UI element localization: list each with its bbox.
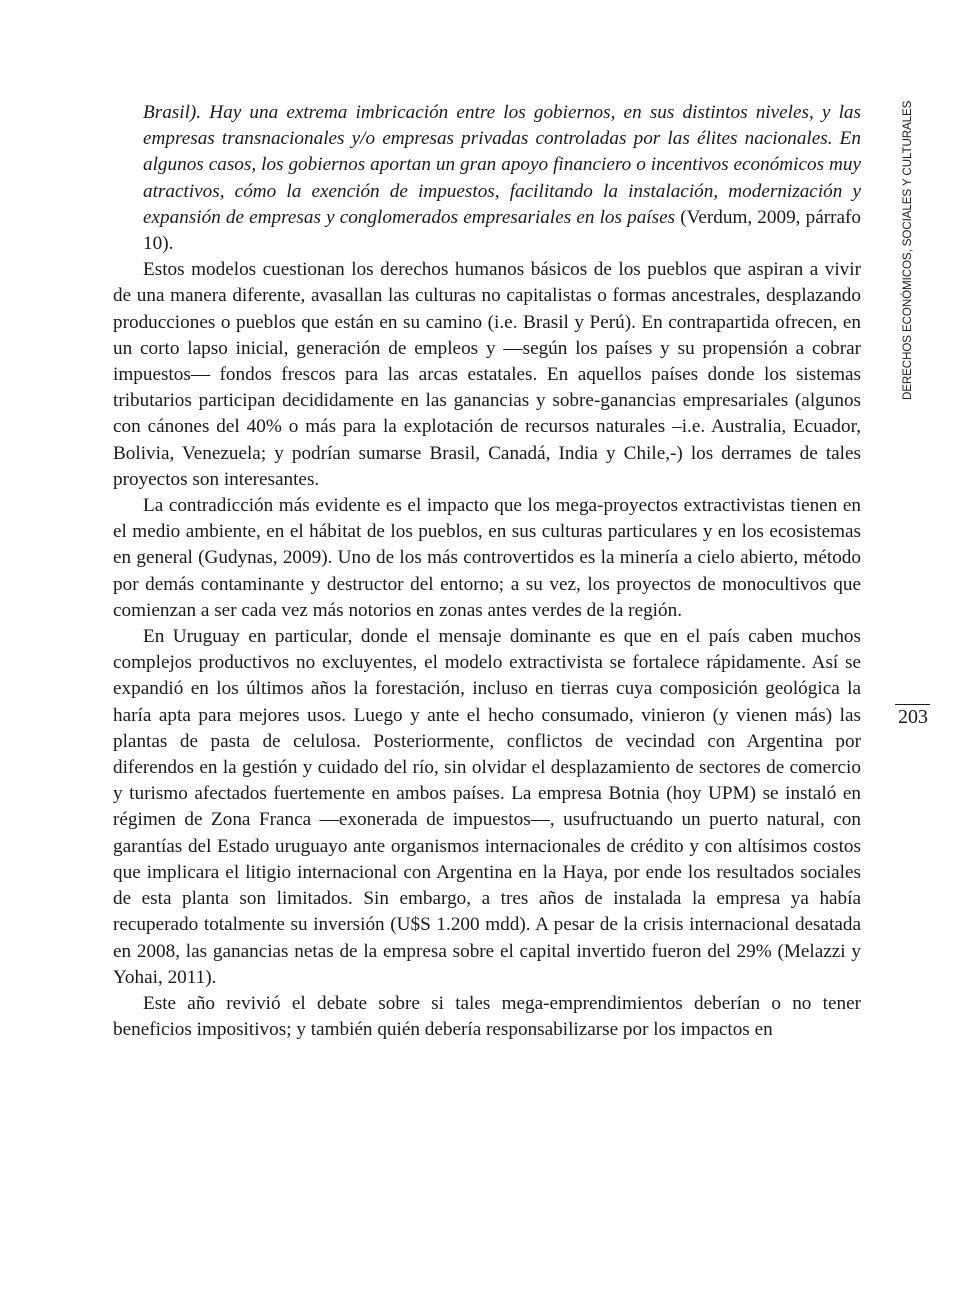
paragraph: Estos modelos cuestionan los derechos humanos básicos de los pueblos que aspiran a vivir de una manera diferente, avasallan las culturas no capitalistas o formas ancestrales, desplazando producciones o pueblos que están en su camino (i.e. Brasil y Perú). En contrapartida ofrecen, en un corto lapso inicial, generación de empleos y —según los países y su propensión a cobrar impuestos— fondos frescos para las arcas estatales. En aquellos países donde los sistemas tributarios participan decididamente en las ganancias y sobre-ganancias empresariales (algunos con cánones del 40% o más para la explotación de recursos naturales –i.e. Australia, Ecuador, Bolivia, Venezuela; y podrían sumarse Brasil, Canadá, India y Chile,-) los derrames de tales proyectos son interesantes. <box>113 259 861 490</box>
paragraph: Este año revivió el debate sobre si tales mega-emprendimientos deberían o no tener beneficios impositivos; y también quién debería responsabilizarse por los impactos en <box>113 992 861 1041</box>
paragraph: En Uruguay en particular, donde el mensaje dominante es que en el país caben muchos complejos productivos no excluyentes, el modelo extractivista se fortalece rápidamente. Así se expandió en los últimos años la forestación, incluso en tierras cuya composición geológica la haría apta para mejores usos. Luego y ante el hecho consumado, vinieron (y vienen más) las plantas de pasta de celulosa. Posteriormente, conflictos de vecindad con Argentina por diferendos en la gestión y cuidado del río, sin olvidar el desplazamiento de sectores de comercio y turismo afectados fuertemente en ambos países. La empresa Botnia (hoy UPM) se instaló en régimen de Zona Franca —exonerada de impuestos—, usufructuando un puerto natural, con garantías del Estado uruguayo ante organismos internacionales de crédito y con altísimos costos que implicara el litigio internacional con Argentina en la Haya, por ende los resultados sociales de esta planta son limitados. Sin embargo, a tres años de instalada la empresa ya había recuperado totalmente su inversión (U$S 1.200 mdd). A pesar de la crisis internacional desatada en 2008, las ganancias netas de la empresa sobre el capital invertido fueron del 29% (Melazzi y Yohai, 2011). <box>113 626 861 988</box>
page-number-rule <box>895 704 930 705</box>
paragraph: La contradicción más evidente es el impacto que los mega-proyectos extractivistas tienen en el medio ambiente, en el hábitat de los pueblos, en sus culturas particulares y en los ecosistemas en general (Gudynas, 2009). Uno de los más controvertidos es la minería a cielo abierto, método por demás contaminante y destructor del entorno; a su vez, los proyectos de monocultivos que comienzan a ser cada vez más notorios en zonas antes verdes de la región. <box>113 495 861 621</box>
page-number: 203 <box>898 706 928 728</box>
block-quote <box>143 100 861 257</box>
running-head: DERECHOS ECONÓMICOS, SOCIALES Y CULTURALES <box>901 100 914 400</box>
quote-text: Brasil). Hay una extrema imbricación entre los gobiernos, en sus distintos niveles, y las empresas transnacionales y/o empresas privadas controladas por las élites nacionales. En algunos casos, los gobiernos aportan un gran apoyo financiero o incentivos económicos muy atractivos, cómo la exención de impuestos, facilitando la instalación, modernización y expansión de empresas y conglomerados empresariales en los países <box>143 102 861 228</box>
body-text <box>113 100 861 1043</box>
quote-reference: (Verdum, 2009, párrafo 10). <box>143 206 862 255</box>
